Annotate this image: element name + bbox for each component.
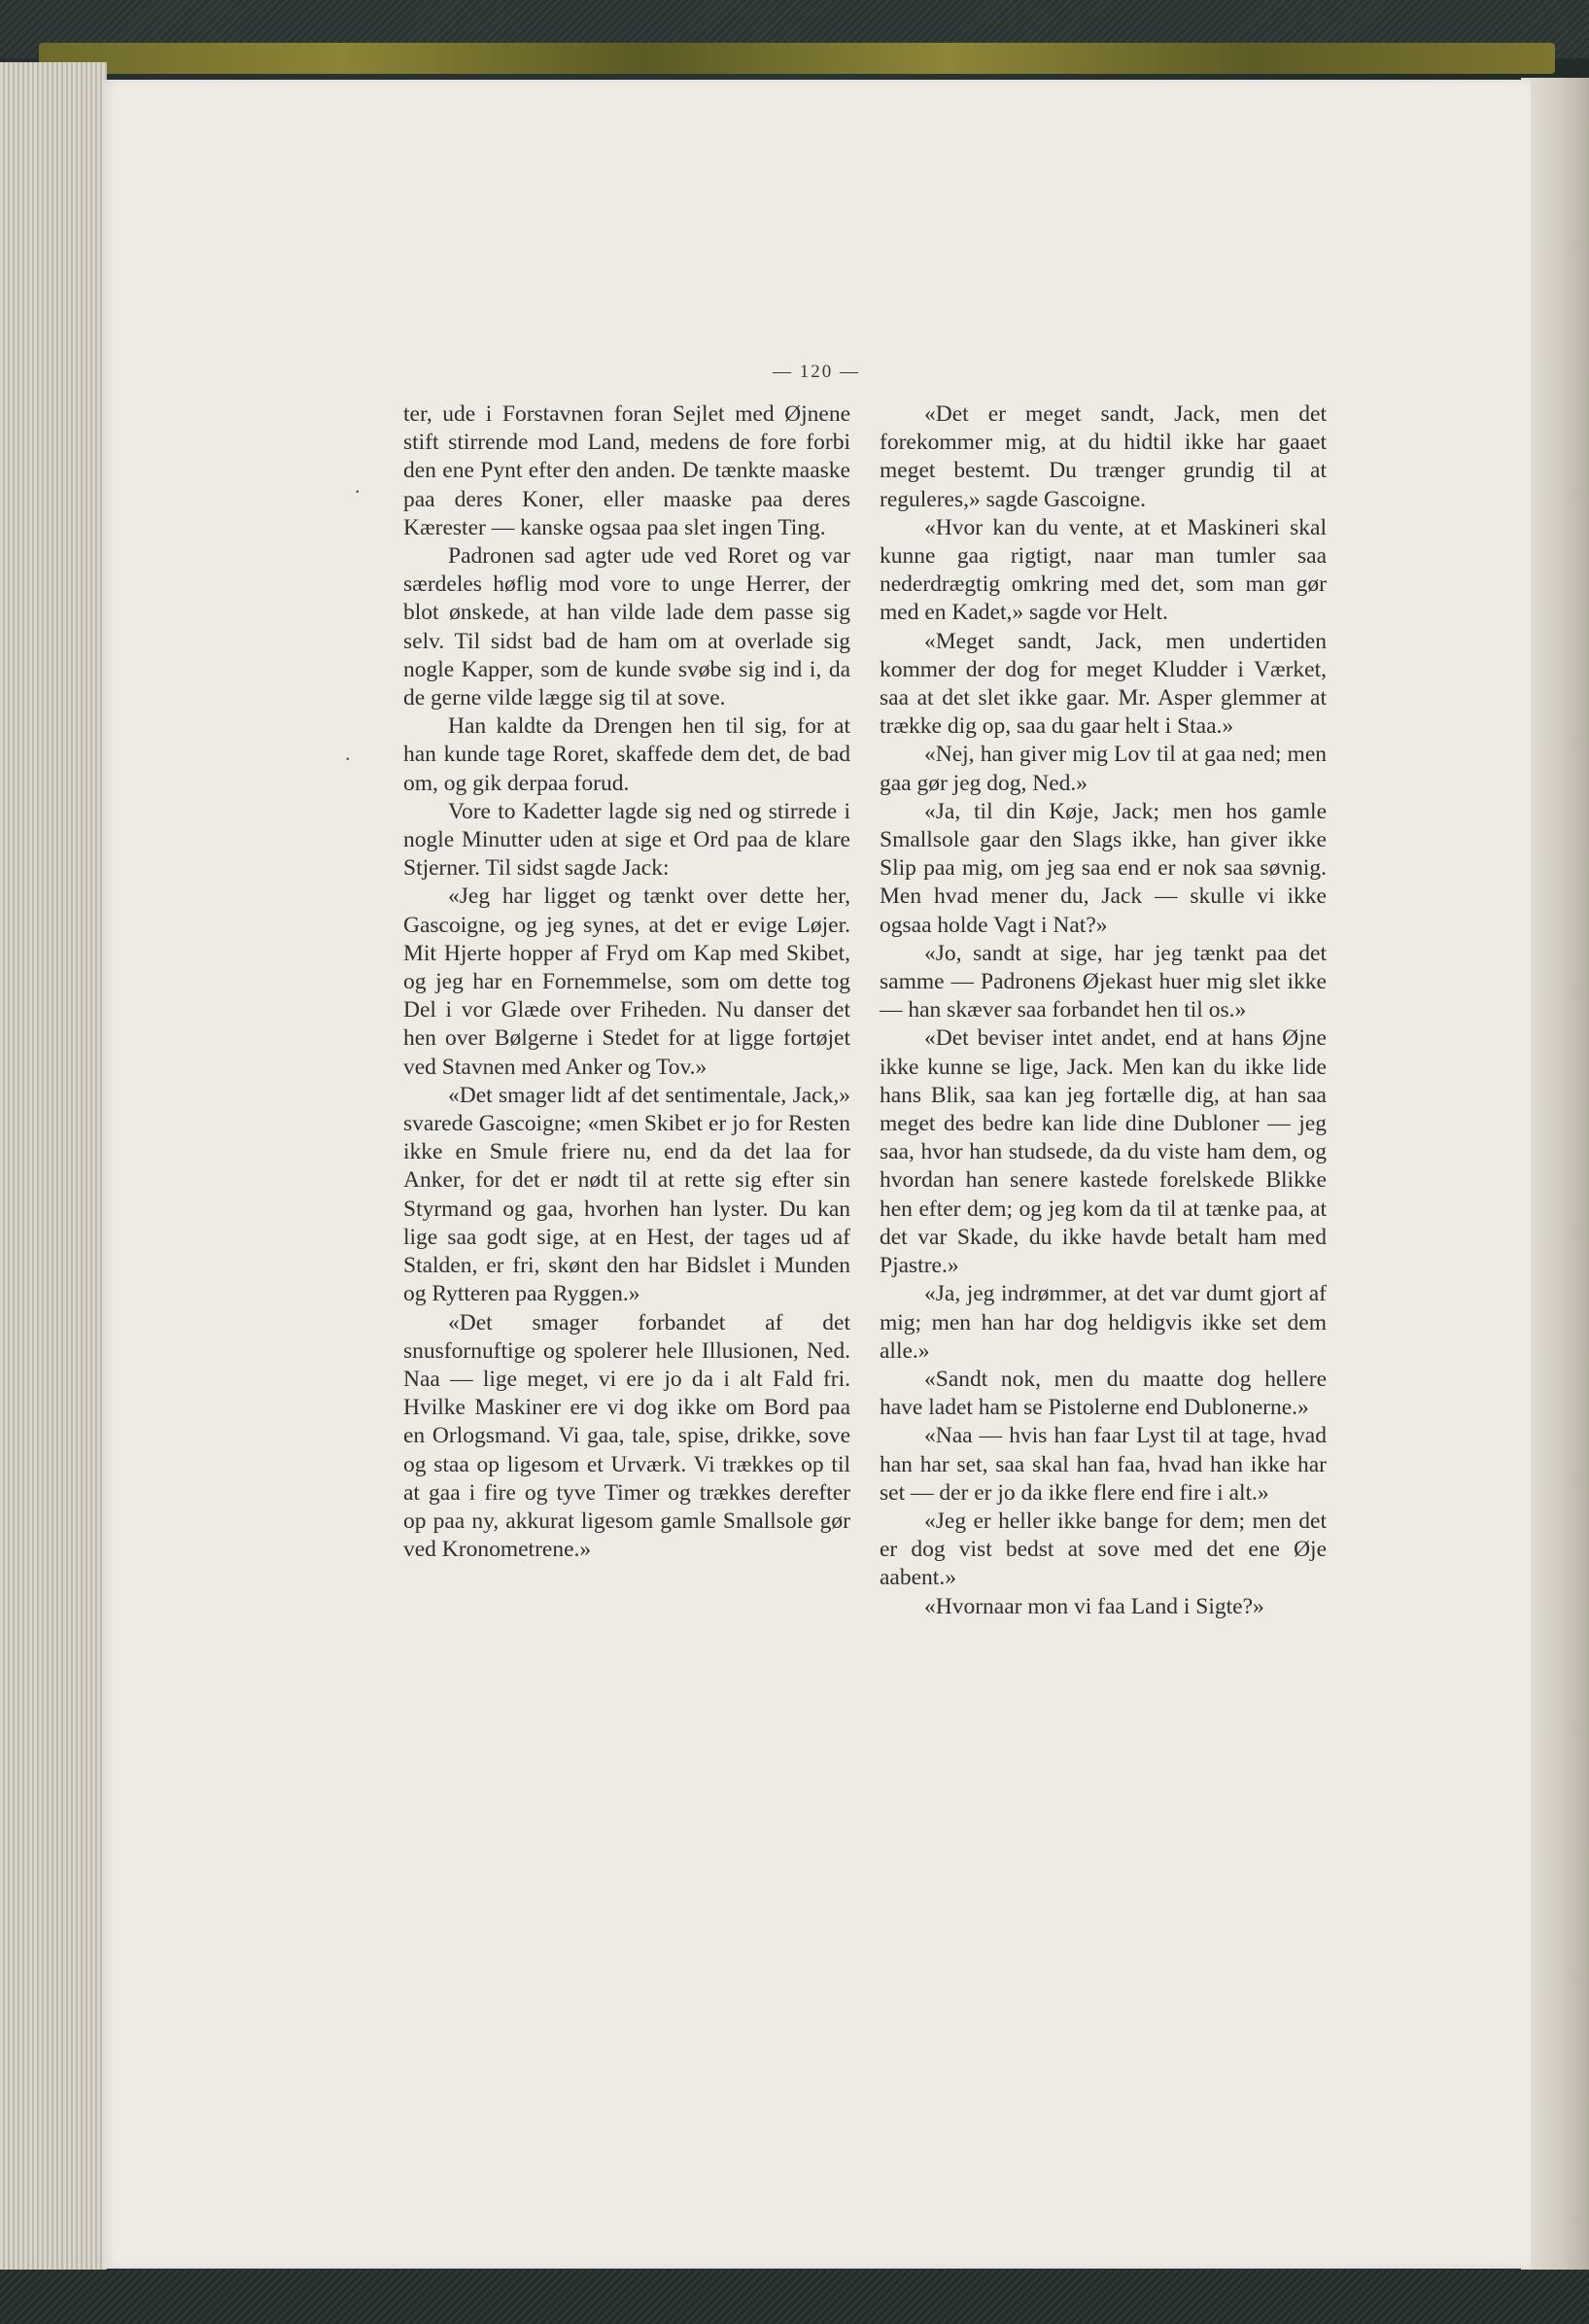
book-page [102, 80, 1531, 2269]
paragraph: Padronen sad agter ude ved Roret og var særdeles høflig mod vore to unge Herrer, der blot ønskede, at han vilde lade dem passe sig selv. Til sidst bad de ham om at overlade sig nogle Kapper, som de kunde svøbe sig ind i, da de gerne vilde lægge sig til at sove. [403, 543, 850, 711]
paragraph: «Det smager forbandet af det snusfornuftige og spolerer hele Illusionen, Ned. Naa — lige meget, vi ere jo da i alt Fald fri. Hvilke Maskiner ere vi dog ikke om Bord paa en Orlogsmand. Vi gaa, tale, spise, drikke, sove og staa op ligesom et Urværk. Vi trækkes op til at gaa i fire og tyve Timer og trækkes derefter op paa ny, akkurat ligesom gamle Smallsole gør ved Kronometrene.» [403, 1309, 850, 1563]
paragraph: «Det beviser intet andet, end at hans Øjne ikke kunne se lige, Jack. Men kan du ikke lide hans Blik, saa kan jeg fortælle dig, at han saa meget des bedre kan lide dine Dubloner — jeg saa, hvor han studsede, da du viste ham dem, og hvordan han senere kastede forelskede Blikke hen efter dem; og jeg kom da til at tænke paa, at det var Skade, du ikke havde betalt ham med Pjastre.» [880, 1025, 1327, 1279]
paragraph: ter, ude i Forstavnen foran Sejlet med Øjnene stift stirrende mod Land, medens de fore forbi den ene Pynt efter den anden. De tænkte maaske paa deres Koner, eller maaske paa deres Kærester — kanske ogsaa paa slet ingen Ting. [403, 401, 850, 540]
paragraph: «Det er meget sandt, Jack, men det forekommer mig, at du hidtil ikke har gaaet meget bestemt. Du trænger grundig til at reguleres,» sagde Gascoigne. [880, 401, 1327, 512]
paragraph: «Nej, han giver mig Lov til at gaa ned; men gaa gør jeg dog, Ned.» [880, 742, 1327, 796]
paragraph: «Ja, til din Køje, Jack; men hos gamle Smallsole gaar den Slags ikke, han giver ikke Slip paa mig, om jeg saa end er nok saa søvnig. Men hvad mener du, Jack — skulle vi ikke ogsaa holde Vagt i Nat?» [880, 798, 1327, 938]
paragraph: «Hvor kan du vente, at et Maskineri skal kunne gaa rigtigt, naar man tumler saa nederdrægtig omkring med det, som man gør med en Kadet,» sagde vor Helt. [880, 514, 1327, 626]
paragraph: Vore to Kadetter lagde sig ned og stirrede i nogle Minutter uden at sige et Ord paa de klare Stjerner. Til sidst sagde Jack: [403, 798, 850, 882]
right-column [880, 400, 1327, 1621]
left-column [403, 400, 850, 1564]
paragraph: «Jeg har ligget og tænkt over dette her, Gascoigne, og jeg synes, at det er evige Løjer. Mit Hjerte hopper af Fryd om Kap med Skibet, og jeg har en Fornemmelse, som om dette tog Del i vor Glæde over Friheden. Nu danser det hen over Bølgerne i Stedet for at ligge fortøjet ved Stavnen med Anker og Tov.» [403, 884, 850, 1080]
page-stack-left [0, 62, 107, 2273]
margin-dot: . [345, 741, 351, 765]
paragraph: «Jo, sandt at sige, har jeg tænkt paa det samme — Padronens Øjekast huer mig slet ikke — han skæver saa forbandet hen til os.» [880, 940, 1327, 1023]
page-number: — 120 — [773, 362, 860, 382]
margin-dot: . [355, 473, 361, 498]
paragraph: «Meget sandt, Jack, men undertiden kommer der dog for meget Kludder i Værket, saa at det slet ikke gaar. Mr. Asper glemmer at trække dig op, saa du gaar helt i Staa.» [880, 628, 1327, 740]
paragraph: «Naa — hvis han faar Lyst til at tage, hvad han har set, saa skal han faa, hvad han ikke har set — der er jo da ikke flere end fire i alt.» [880, 1423, 1327, 1506]
paragraph: «Jeg er heller ikke bange for dem; men det er dog vist bedst at sove med det ene Øje aabent.» [880, 1508, 1327, 1591]
paragraph: «Hvornaar mon vi faa Land i Sigte?» [924, 1593, 1264, 1619]
paragraph: «Sandt nok, men du maatte dog hellere have ladet ham se Pistolerne end Dublonerne.» [880, 1366, 1327, 1421]
page-stack-right [1521, 78, 1589, 2270]
paragraph: «Det smager lidt af det sentimentale, Jack,» svarede Gascoigne; «men Skibet er jo for Resten ikke en Smule friere nu, end da det laa for Anker, for det er nødt til at rette sig efter sin Styrmand og gaa, hvorhen han lyster. Du kan lige saa godt sige, at en Hest, der tages ud af Stalden, er fri, skønt den har Bidslet i Munden og Rytteren paa Ryggen.» [403, 1082, 850, 1307]
paragraph: «Ja, jeg indrømmer, at det var dumt gjort af mig; men han har dog heldigvis ikke set dem alle.» [880, 1281, 1327, 1364]
marbled-edge [39, 43, 1555, 74]
cover-cloth-bottom [0, 2270, 1589, 2324]
paragraph: Han kaldte da Drengen hen til sig, for at han kunde tage Roret, skaffede dem det, de bad om, og gik derpaa forud. [403, 713, 850, 796]
